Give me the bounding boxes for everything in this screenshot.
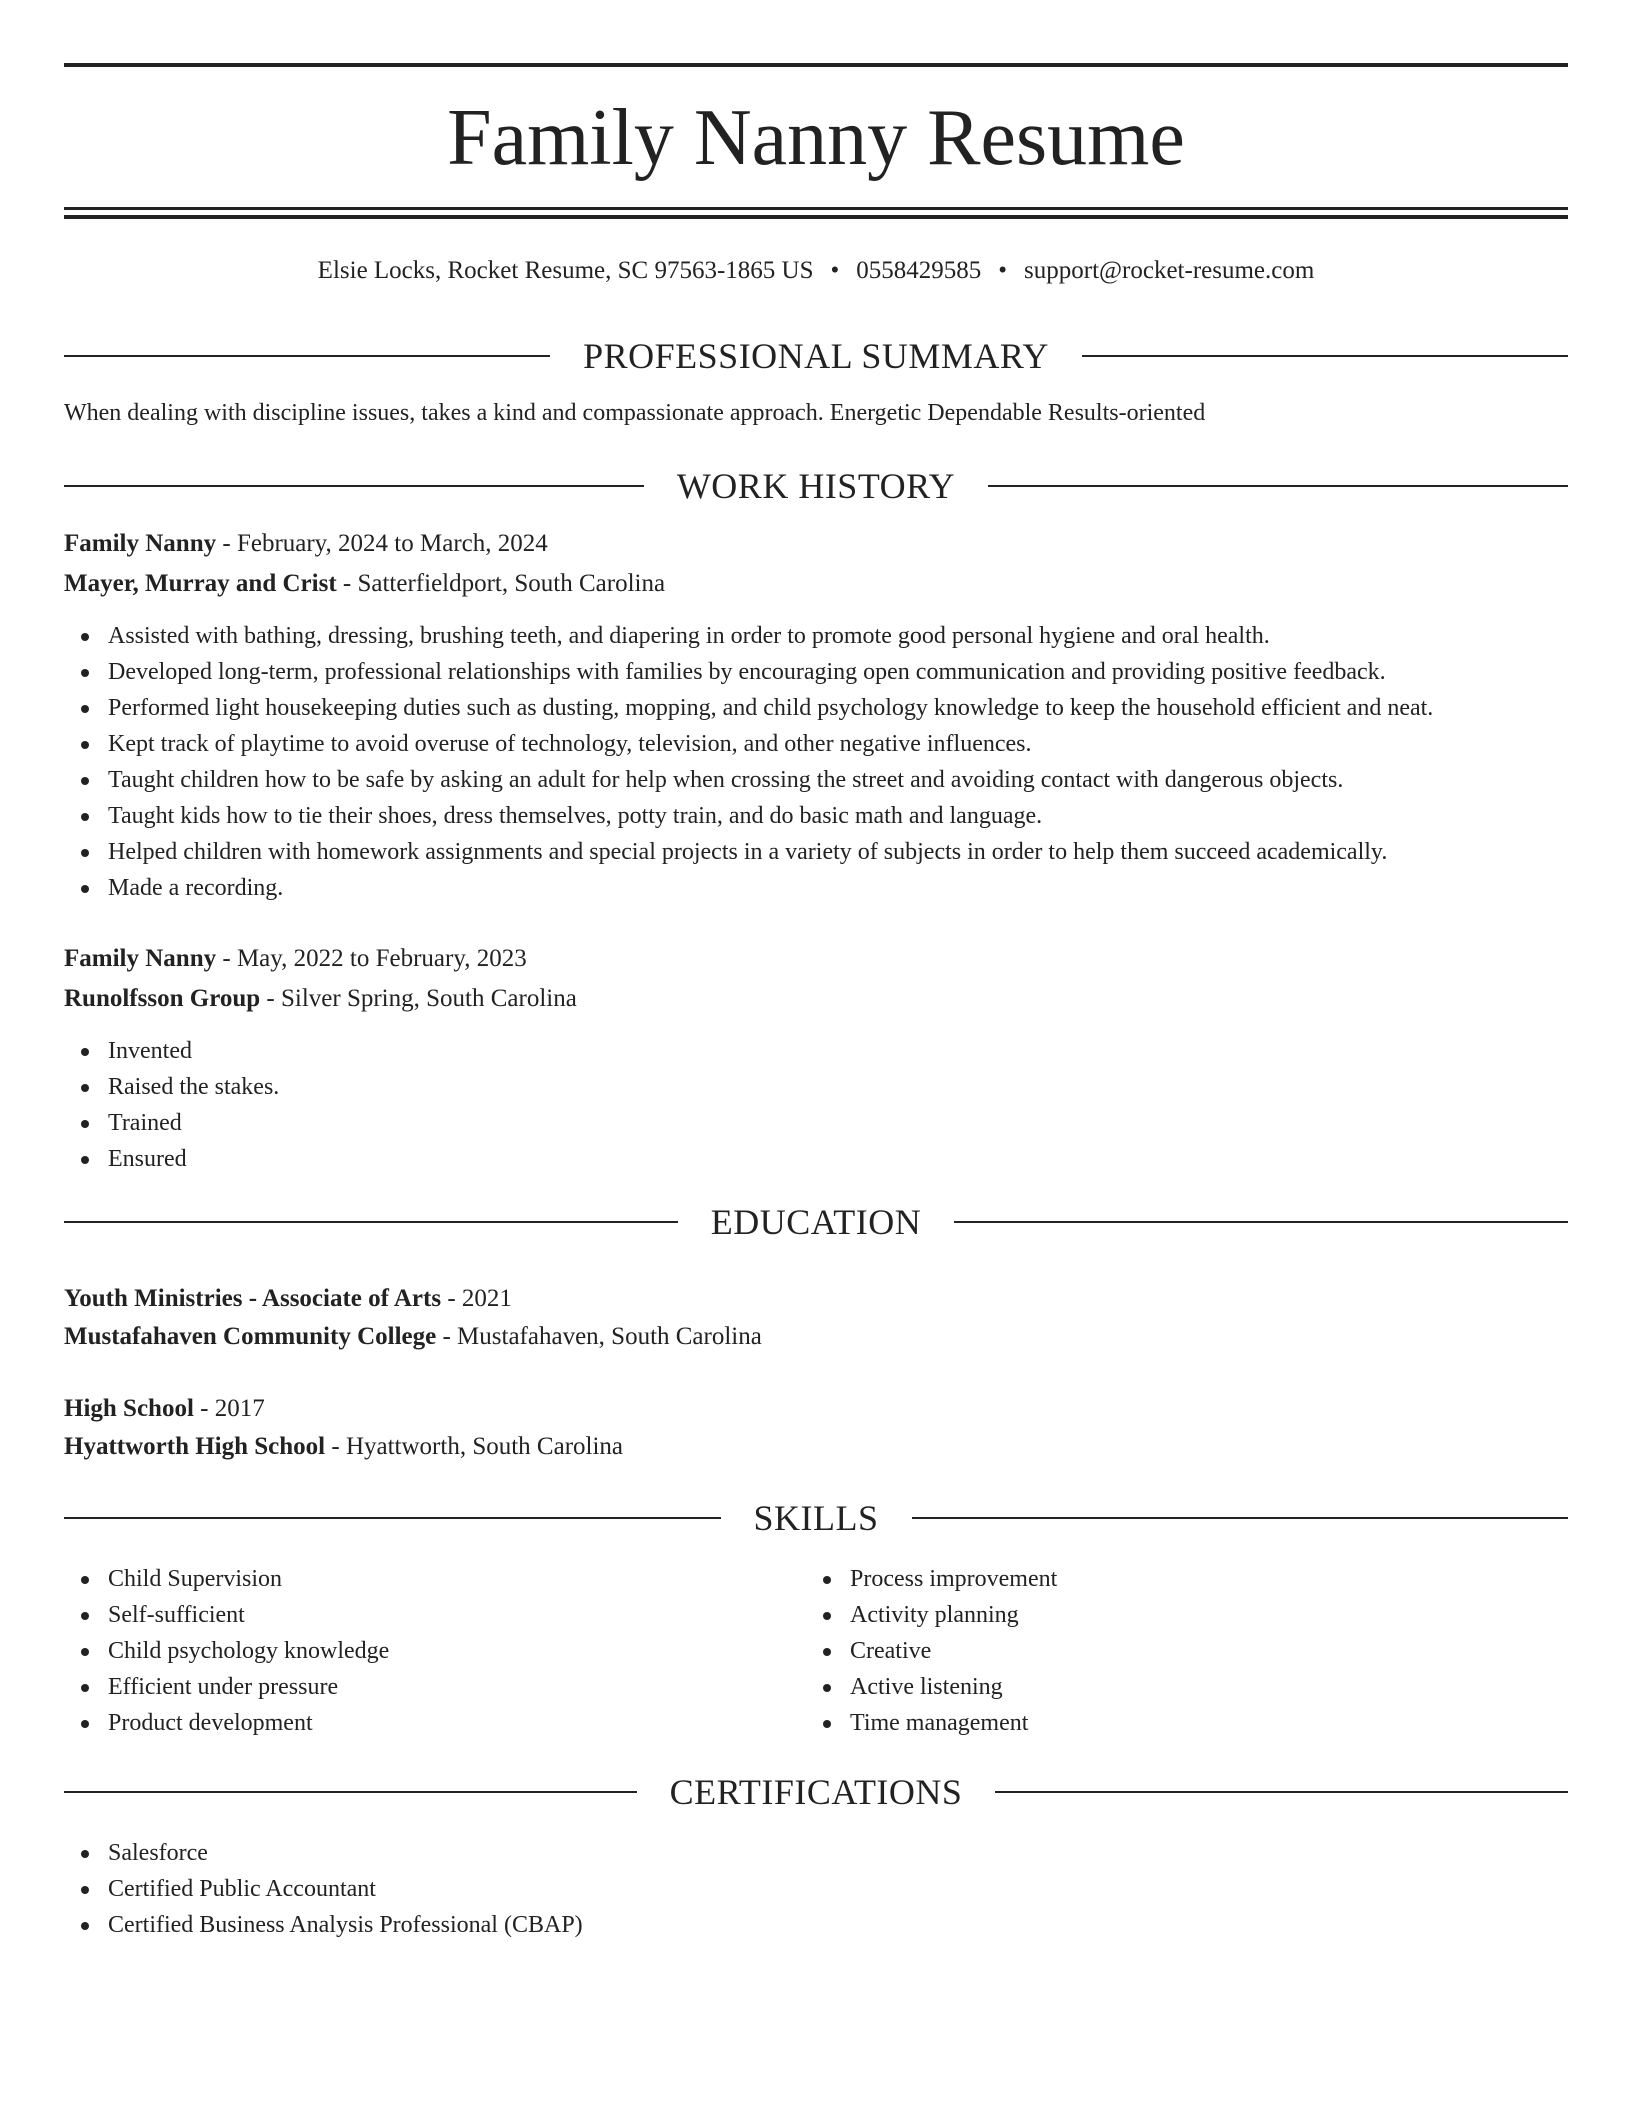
job-title-line xyxy=(64,942,527,976)
job-company-line xyxy=(64,982,577,1016)
list-item: Activity planning xyxy=(806,1597,1057,1633)
heading-rule-left xyxy=(64,1221,678,1223)
dash-separator: - xyxy=(216,530,237,557)
list-item: Made a recording. xyxy=(64,870,1433,906)
education-section-heading xyxy=(64,1200,1568,1244)
header-double-rule-lower xyxy=(64,215,1568,219)
heading-rule-right xyxy=(995,1791,1568,1793)
education-location: Hyattworth, South Carolina xyxy=(345,1433,624,1460)
heading-rule-right xyxy=(1082,355,1568,357)
list-item: Creative xyxy=(806,1633,1057,1669)
skills-list-right xyxy=(806,1561,1057,1741)
education-degree: Youth Ministries - Associate of Arts xyxy=(64,1285,442,1312)
job-title: Family Nanny xyxy=(64,530,217,557)
contact-phone: 0558429585 xyxy=(856,257,982,284)
education-year: 2017 xyxy=(214,1395,265,1422)
dash-separator: - xyxy=(325,1433,346,1460)
dash-separator: - xyxy=(260,985,281,1012)
education-year: 2021 xyxy=(461,1285,512,1312)
list-item: Child Supervision xyxy=(64,1561,389,1597)
work-history-heading-label: WORK HISTORY xyxy=(676,466,956,506)
contact-email: support@rocket-resume.com xyxy=(1024,257,1315,284)
list-item: Certified Business Analysis Professional (CBAP) xyxy=(64,1907,583,1943)
list-item: Taught children how to be safe by asking an adult for help when crossing the street and avoiding contact with dangerous objects. xyxy=(64,762,1433,798)
skills-list-left xyxy=(64,1561,389,1741)
list-item: Salesforce xyxy=(64,1835,583,1871)
job-dates: February, 2024 to March, 2024 xyxy=(236,530,548,557)
job-bullet-list xyxy=(64,1033,279,1177)
list-item: Self-sufficient xyxy=(64,1597,389,1633)
list-item: Certified Public Accountant xyxy=(64,1871,583,1907)
dash-separator: - xyxy=(193,1395,215,1422)
list-item: Active listening xyxy=(806,1669,1057,1705)
heading-rule-left xyxy=(64,485,644,487)
list-item: Developed long-term, professional relationships with families by encouraging open communication and providing positive feedback. xyxy=(64,654,1433,690)
list-item: Process improvement xyxy=(806,1561,1057,1597)
contact-separator: • xyxy=(998,257,1008,284)
list-item: Invented xyxy=(64,1033,279,1069)
job-title-line xyxy=(64,527,548,561)
heading-rule-left xyxy=(64,355,550,357)
list-item: Time management xyxy=(806,1705,1057,1741)
list-item: Helped children with homework assignments and special projects in a variety of subjects in order to help them succeed academically. xyxy=(64,834,1433,870)
resume-title: Family Nanny Resume xyxy=(447,94,1185,182)
job-company: Mayer, Murray and Crist xyxy=(64,570,337,597)
job-company-line xyxy=(64,567,665,601)
list-item: Trained xyxy=(64,1105,279,1141)
education-school: Mustafahaven Community College xyxy=(64,1323,437,1350)
education-degree: High School xyxy=(64,1395,194,1422)
dash-separator: - xyxy=(441,1285,462,1312)
skills-section-heading xyxy=(64,1496,1568,1540)
education-school-line xyxy=(64,1430,623,1464)
summary-text: When dealing with discipline issues, takes a kind and compassionate approach. Energetic Dependable Results-oriented xyxy=(64,400,1206,426)
education-degree-line xyxy=(64,1282,512,1316)
list-item: Assisted with bathing, dressing, brushing teeth, and diapering in order to promote good personal hygiene and oral health. xyxy=(64,618,1433,654)
job-dates: May, 2022 to February, 2023 xyxy=(236,945,527,972)
certifications-section-heading xyxy=(64,1770,1568,1814)
heading-rule-right xyxy=(954,1221,1568,1223)
education-school-line xyxy=(64,1320,762,1354)
contact-line xyxy=(64,254,1568,288)
heading-rule-right xyxy=(912,1517,1569,1519)
work-history-section-heading xyxy=(64,464,1568,508)
heading-rule-right xyxy=(988,485,1568,487)
header-double-rule-upper xyxy=(64,207,1568,210)
certifications-heading-label: CERTIFICATIONS xyxy=(669,1772,963,1812)
list-item: Ensured xyxy=(64,1141,279,1177)
job-location: Satterfieldport, South Carolina xyxy=(357,570,666,597)
dash-separator: - xyxy=(216,945,237,972)
list-item: Product development xyxy=(64,1705,389,1741)
list-item: Efficient under pressure xyxy=(64,1669,389,1705)
dash-separator: - xyxy=(336,570,358,597)
list-item: Performed light housekeeping duties such as dusting, mopping, and child psychology knowledge to keep the household efficient and neat. xyxy=(64,690,1433,726)
heading-rule-left xyxy=(64,1791,637,1793)
job-company: Runolfsson Group xyxy=(64,985,261,1012)
certifications-list xyxy=(64,1835,583,1943)
education-degree-line xyxy=(64,1392,265,1426)
list-item: Kept track of playtime to avoid overuse of technology, television, and other negative influences. xyxy=(64,726,1433,762)
list-item: Child psychology knowledge xyxy=(64,1633,389,1669)
education-school: Hyattworth High School xyxy=(64,1433,326,1460)
summary-heading-label: PROFESSIONAL SUMMARY xyxy=(583,336,1049,376)
dash-separator: - xyxy=(436,1323,458,1350)
skills-heading-label: SKILLS xyxy=(753,1498,879,1538)
job-bullet-list xyxy=(64,618,1433,906)
education-heading-label: EDUCATION xyxy=(710,1202,922,1242)
header-top-rule xyxy=(64,63,1568,67)
contact-separator: • xyxy=(830,257,840,284)
heading-rule-left xyxy=(64,1517,721,1519)
job-title: Family Nanny xyxy=(64,945,217,972)
list-item: Raised the stakes. xyxy=(64,1069,279,1105)
contact-address: Elsie Locks, Rocket Resume, SC 97563-1865 US xyxy=(317,257,814,284)
summary-section-heading xyxy=(64,334,1568,378)
job-location: Silver Spring, South Carolina xyxy=(280,985,577,1012)
education-location: Mustafahaven, South Carolina xyxy=(457,1323,762,1350)
list-item: Taught kids how to tie their shoes, dress themselves, potty train, and do basic math and language. xyxy=(64,798,1433,834)
